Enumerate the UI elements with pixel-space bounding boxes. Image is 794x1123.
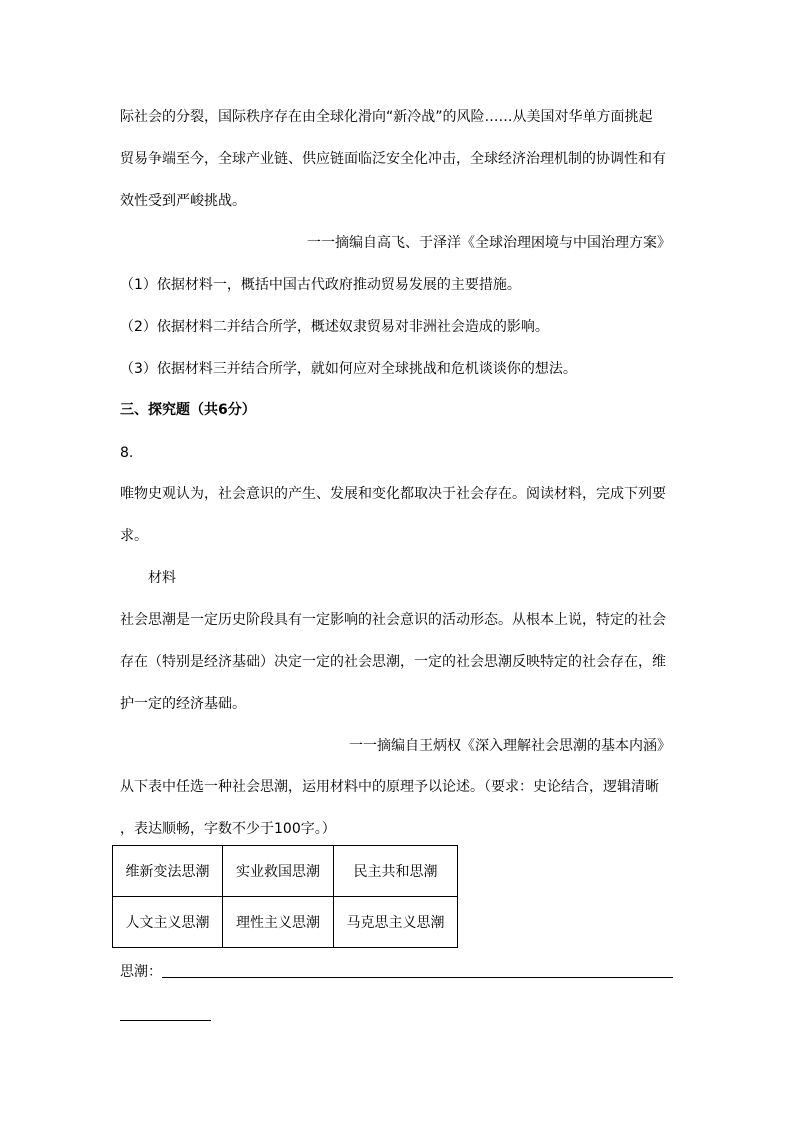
q8-task-line: ，表达顺畅，字数不少于100字。） [120,821,336,837]
material-label: 材料 [148,570,176,586]
answer-blank-line[interactable] [162,977,673,978]
table-cell: 民主共和思潮 [334,846,458,897]
section-heading: 三、探究题（共6分） [120,402,256,418]
question-1: （1）依据材料一，概括中国古代政府推动贸易发展的主要措施。 [120,277,521,293]
material3-source: 一一摘编自高飞、于泽洋《全球治理困境与中国治理方案》 [307,235,671,251]
question-3: （3）依据材料三并结合所学，就如何应对全球挑战和危机谈谈你的想法。 [120,361,577,377]
table-cell: 实业救国思潮 [223,846,334,897]
q8-material-line: 护一定的经济基础。 [120,696,246,712]
material3-line: 效性受到严峻挑战。 [120,193,246,209]
table-cell: 人文主义思潮 [113,897,223,948]
table-row [113,846,458,897]
q8-task-line: 从下表中任选一种社会思潮，运用材料中的原理予以论述。（要求：史论结合，逻辑清晰 [120,779,659,795]
table-cell: 马克思主义思潮 [334,897,458,948]
thought-trends-table [112,845,458,948]
q8-intro-line: 唯物史观认为，社会意识的产生、发展和变化都取决于社会存在。阅读材料，完成下列要 [120,486,666,502]
question-2: （2）依据材料二并结合所学，概述奴隶贸易对非洲社会造成的影响。 [120,319,549,335]
footnote-divider [120,1020,211,1021]
material3-line: 际社会的分裂，国际秩序存在由全球化滑向“新冷战”的风险……从美国对华单方面挑起 [120,109,653,125]
question-8-number: 8. [120,445,134,461]
answer-label: 思潮： [120,964,162,980]
table-cell: 维新变法思潮 [113,846,223,897]
material3-line: 贸易争端至今，全球产业链、供应链面临泛安全化冲击，全球经济治理机制的协调性和有 [120,151,666,167]
q8-material-source: 一一摘编自王炳权《深入理解社会思潮的基本内涵》 [349,738,671,754]
table-cell: 理性主义思潮 [223,897,334,948]
q8-intro-line: 求。 [120,528,148,544]
table-row [113,897,458,948]
q8-material-line: 存在（特别是经济基础）决定一定的社会思潮，一定的社会思潮反映特定的社会存在，维 [120,654,666,670]
q8-material-line: 社会思潮是一定历史阶段具有一定影响的社会意识的活动形态。从根本上说，特定的社会 [120,612,666,628]
